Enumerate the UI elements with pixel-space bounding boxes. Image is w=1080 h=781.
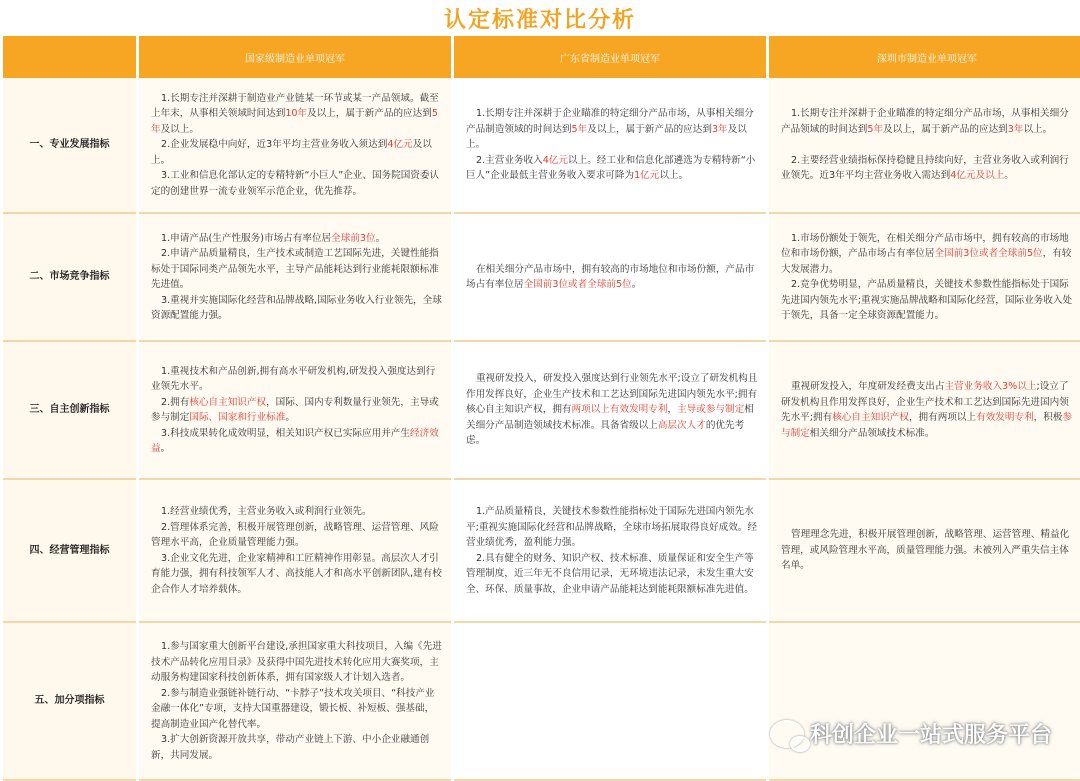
highlight-text: 5年 (571, 123, 588, 135)
highlight-text: 5年 (151, 108, 438, 135)
cell-text: 1.申请产品(生产性服务)市场占有率位居 (161, 232, 332, 244)
row-label: 四、经营管理指标 (3, 480, 136, 623)
cell-text: 1.长期专注并深耕于企业瞄准的特定细分产品市场，从事相关细分产品制造领域的时间达到 (466, 108, 754, 135)
table-row (3, 342, 1080, 480)
highlight-text: 10年 (285, 108, 308, 120)
cell-paragraph (151, 246, 443, 293)
cell-text: ，拥有两项以上 (908, 412, 977, 423)
table-row (3, 480, 1080, 623)
cell-paragraph (466, 371, 758, 449)
cell-paragraph (151, 137, 443, 168)
highlight-text: 3年 (711, 123, 728, 135)
cell-paragraph (151, 520, 443, 551)
highlight-text: 主导或参与制定 (677, 404, 745, 416)
highlight-text: 有效发明专利 (976, 412, 1034, 423)
cell-text: 管理理念先进，积极开展管理创新，战略管理、运营管理、精益化管理，或风险管理水平高，质量管理能力强。未被列入严重失信主体名单。 (781, 529, 1070, 572)
wechat-icon (770, 720, 804, 748)
cell-paragraph (151, 686, 443, 733)
cell-guangdong (454, 214, 766, 342)
highlight-text: 5年 (867, 123, 884, 135)
cell-paragraph (781, 137, 1077, 153)
cell-text: ，积极 (1033, 412, 1063, 423)
cell-text: 2.申请产品质量精良，生产技术或制造工艺国际先进，关键性能指标处于国际同类产品领先水平，主导产品能耗达到行业能耗限额标准先进值。 (151, 248, 439, 290)
cell-paragraph (466, 262, 758, 293)
cell-text: 1.重视技术和产品创新,拥有高水平研发机构,研发投入强度达到行业领先水平。 (151, 365, 436, 392)
table-row (3, 623, 1080, 781)
header-shenzhen: 深圳市制造业单项冠军 (769, 36, 1080, 78)
cell-national (139, 342, 451, 480)
cell-text: 及以上，属于新产品的应达到 (307, 108, 432, 120)
cell-paragraph (151, 168, 443, 199)
row-label: 二、市场竞争指标 (3, 214, 136, 342)
cell-text: 3.重视并实施国际化经营和品牌战略,国际业务收入行业领先，全球资源配置能力强。 (151, 294, 442, 321)
cell-text: 3.扩大创新资源开放共享，带动产业链上下游、中小企业融通创新，共同发展。 (151, 734, 430, 761)
cell-paragraph (781, 231, 1077, 278)
cell-national (139, 214, 451, 342)
cell-text: 3.企业文化先进，企业家精神和工匠精神作用彰显。高层次人才引育能力强，拥有科技领军人才、高技能人才和高水平创新团队,建有校企合作人才培养载体。 (151, 552, 442, 595)
cell-text: 及以上。 (151, 139, 432, 166)
cell-paragraph (151, 732, 443, 763)
cell-text: 重视研发投入，年度研发经费支出占 (791, 381, 945, 392)
table-row (3, 78, 1080, 214)
highlight-text: 4亿元 (387, 139, 413, 151)
cell-text: 及以上，属于新产品的应达到 (587, 123, 712, 135)
watermark-text: 科创企业一站式服务平台 (809, 723, 1052, 748)
watermark (770, 718, 1052, 749)
header-corner (3, 36, 136, 78)
cell-text: 以上。 (1023, 123, 1053, 135)
cell-paragraph (466, 551, 758, 598)
cell-text: 在相关细分产品市场中，拥有较高的市场地位和市场份额，产品市场占有率位居 (466, 263, 755, 290)
cell-shenzhen (769, 78, 1080, 214)
cell-paragraph (151, 364, 443, 395)
cell-text: 1.市场份额处于领先，在相关细分产品市场中，拥有较高的市场地位和市场份额，产品市场占有率位居 (781, 232, 1069, 259)
cell-national (139, 480, 451, 623)
cell-text: 及以上，属于新产品的应达到 (883, 123, 1008, 135)
cell-text: 以上。 (659, 170, 689, 182)
cell-guangdong (454, 342, 766, 480)
cell-paragraph (151, 426, 443, 457)
cell-text: 的优先考虑。 (466, 419, 745, 447)
cell-paragraph (151, 91, 443, 138)
highlight-text: 核心自主知识产权 (832, 412, 909, 423)
cell-text: 1.长期专注并深耕于制造业产业链某一环节或某一产品领域。截至上年末，从事相关领域时间达到 (151, 92, 439, 120)
cell-text: 3.工业和信息化部认定的专精特新“小巨人”企业、国务院国资委认定的创建世界一流专业领军示范企业，优先推荐。 (151, 170, 440, 197)
cell-text: ， (667, 404, 678, 416)
cell-shenzhen (769, 214, 1080, 342)
highlight-text: 核心自主知识产权 (189, 396, 267, 408)
cell-shenzhen (769, 342, 1080, 480)
highlight-text: 4亿元 (542, 154, 569, 166)
row-label: 三、自主创新指标 (3, 342, 136, 480)
cell-text: 2.主营业务收入 (476, 154, 543, 166)
cell-text: 1.参与国家重大创新平台建设,承担国家重大科技项目，入编《先进技术产品转化应用目录》及获得中国先进技术转化应用大赛奖项，主动服务构建国家科技创新体系，拥有国家级人才计划入选者。 (151, 641, 442, 683)
cell-guangdong (454, 480, 766, 623)
cell-paragraph (781, 106, 1077, 137)
comparison-table (0, 36, 1080, 781)
cell-text: 1.产品质量精良，关键技术参数性能指标处于国际先进国内领先水平;重视实施国际化经营和品牌战略，全球市场拓展取得良好成效。经营业绩优秀，盈利能力强。 (466, 506, 758, 548)
header-guangdong: 广东省制造业单项冠军 (454, 36, 766, 78)
row-label: 五、加分项指标 (3, 623, 136, 781)
cell-paragraph (781, 379, 1077, 441)
cell-text: 2.管理体系完善，积极开展管理创新，战略管理、运营管理、风险管理水平高，企业质量管理能力强。 (151, 521, 439, 548)
cell-text: 1.经营业绩优秀，主营业务收入或利润行业领先。 (161, 506, 372, 517)
cell-shenzhen (769, 480, 1080, 623)
highlight-text: 国际、国家和行业标准 (189, 412, 286, 423)
cell-national (139, 623, 451, 781)
cell-paragraph (466, 153, 758, 184)
cell-paragraph (151, 551, 443, 598)
cell-text: ，有较大发展潜力。 (781, 248, 1072, 275)
cell-paragraph (781, 153, 1077, 184)
cell-paragraph (151, 395, 443, 426)
cell-text: 2.主要经营业绩指标保持稳健且持续向好，主营业务收入或利润行业领先。近3年平均主营业务收入需达到 (781, 154, 1069, 182)
highlight-text: 高层次人才 (657, 419, 706, 431)
highlight-text: 1亿元 (634, 170, 660, 182)
highlight-text: 全国前3位或者全球前5位 (523, 279, 632, 290)
cell-paragraph (466, 504, 758, 551)
cell-guangdong (454, 623, 766, 781)
cell-text: ，国际、国内专利数量行业领先，主导或参与制定 (151, 396, 439, 423)
cell-text: 2.参与制造业强链补链行动、“卡脖子”技术攻关项目、“科技产业金融一体化”专项，支持大国重器建设，锻长板、补短板、强基础，提高制造业国产化替代率。 (151, 687, 435, 730)
highlight-text: 3年 (1007, 123, 1024, 135)
cell-text: 及以上。 (466, 123, 747, 151)
cell-paragraph (466, 106, 758, 153)
highlight-text: 全国前3位或者全球前5位 (934, 248, 1043, 259)
cell-paragraph (781, 527, 1077, 574)
cell-text: 2.竞争优势明显，产品质量精良，关键技术参数性能指标处于国际先进国内领先水平;重视实施品牌战略和国际化经营，国际业务收入处于领先，具备一定全球资源配置能力。 (781, 279, 1073, 321)
highlight-text: 全球前3位 (331, 232, 376, 244)
row-label: 一、专业发展指标 (3, 78, 136, 214)
cell-paragraph (151, 231, 443, 247)
cell-text: 1.长期专注并深耕于企业瞄准的特定细分产品市场，从事相关细分产品领域的时间达到 (781, 108, 1069, 135)
cell-text: 相关细分产品领域技术标准。 (809, 427, 935, 439)
cell-text: ;设立了研发机构且作用发挥良好，企业生产技术和工艺达到国际先进国内领先水平;拥有 (781, 381, 1069, 423)
cell-text: 以上。经工业和信息化部遴选为专精特新“小巨人”企业最低主营业务收入要求可降为 (466, 154, 756, 182)
cell-text: 。 (160, 443, 171, 454)
highlight-text: 经济效益 (151, 427, 439, 454)
cell-text: 。 (285, 412, 295, 423)
cell-text: 。 (375, 232, 386, 244)
highlight-text: 4亿元及以上 (950, 170, 1005, 182)
table-body (3, 78, 1080, 781)
cell-paragraph (151, 293, 443, 324)
cell-text: 重视研发投入，研发投入强度达到行业领先水平;设立了研发机构且作用发挥良好，企业生产技术和工艺达到国际先进国内领先水平;拥有核心自主知识产权，拥有 (466, 373, 758, 416)
cell-shenzhen (769, 623, 1080, 781)
cell-paragraph (151, 639, 443, 686)
highlight-text: 参与制定 (781, 412, 1073, 439)
header-national: 国家级制造业单项冠军 (139, 36, 451, 78)
cell-national (139, 78, 451, 214)
highlight-text: 主营业务收入3%以上 (944, 381, 1037, 392)
table-row (3, 214, 1080, 342)
highlight-text: 两项以上有效发明专利 (571, 404, 668, 416)
cell-text: 2.拥有 (161, 396, 190, 408)
cell-text: 2.具有健全的财务、知识产权、技术标准、质量保证和安全生产等管理制度，近三年无不良信用记录，无环境违法记录，未发生重大安全、环保、质量事故，企业申请产品能耗达到能耗限额标准先进值。 (466, 552, 754, 595)
cell-text: 3.科技成果转化成效明显，相关知识产权已实际应用并产生 (161, 427, 410, 439)
cell-text: 及以上。 (160, 123, 199, 135)
cell-text: 2.企业发展稳中向好，近3年平均主营业务收入须达到 (161, 139, 388, 151)
cell-guangdong (454, 78, 766, 214)
cell-text: 。 (1004, 170, 1014, 182)
cell-paragraph (781, 277, 1077, 324)
cell-text: 相关细分产品制造领域技术标准。具备省级以上 (466, 404, 754, 431)
page-title: 认定标准对比分析 (443, 7, 636, 33)
table-header-row (3, 36, 1080, 78)
cell-text: 。 (631, 279, 642, 290)
cell-paragraph (151, 504, 443, 520)
